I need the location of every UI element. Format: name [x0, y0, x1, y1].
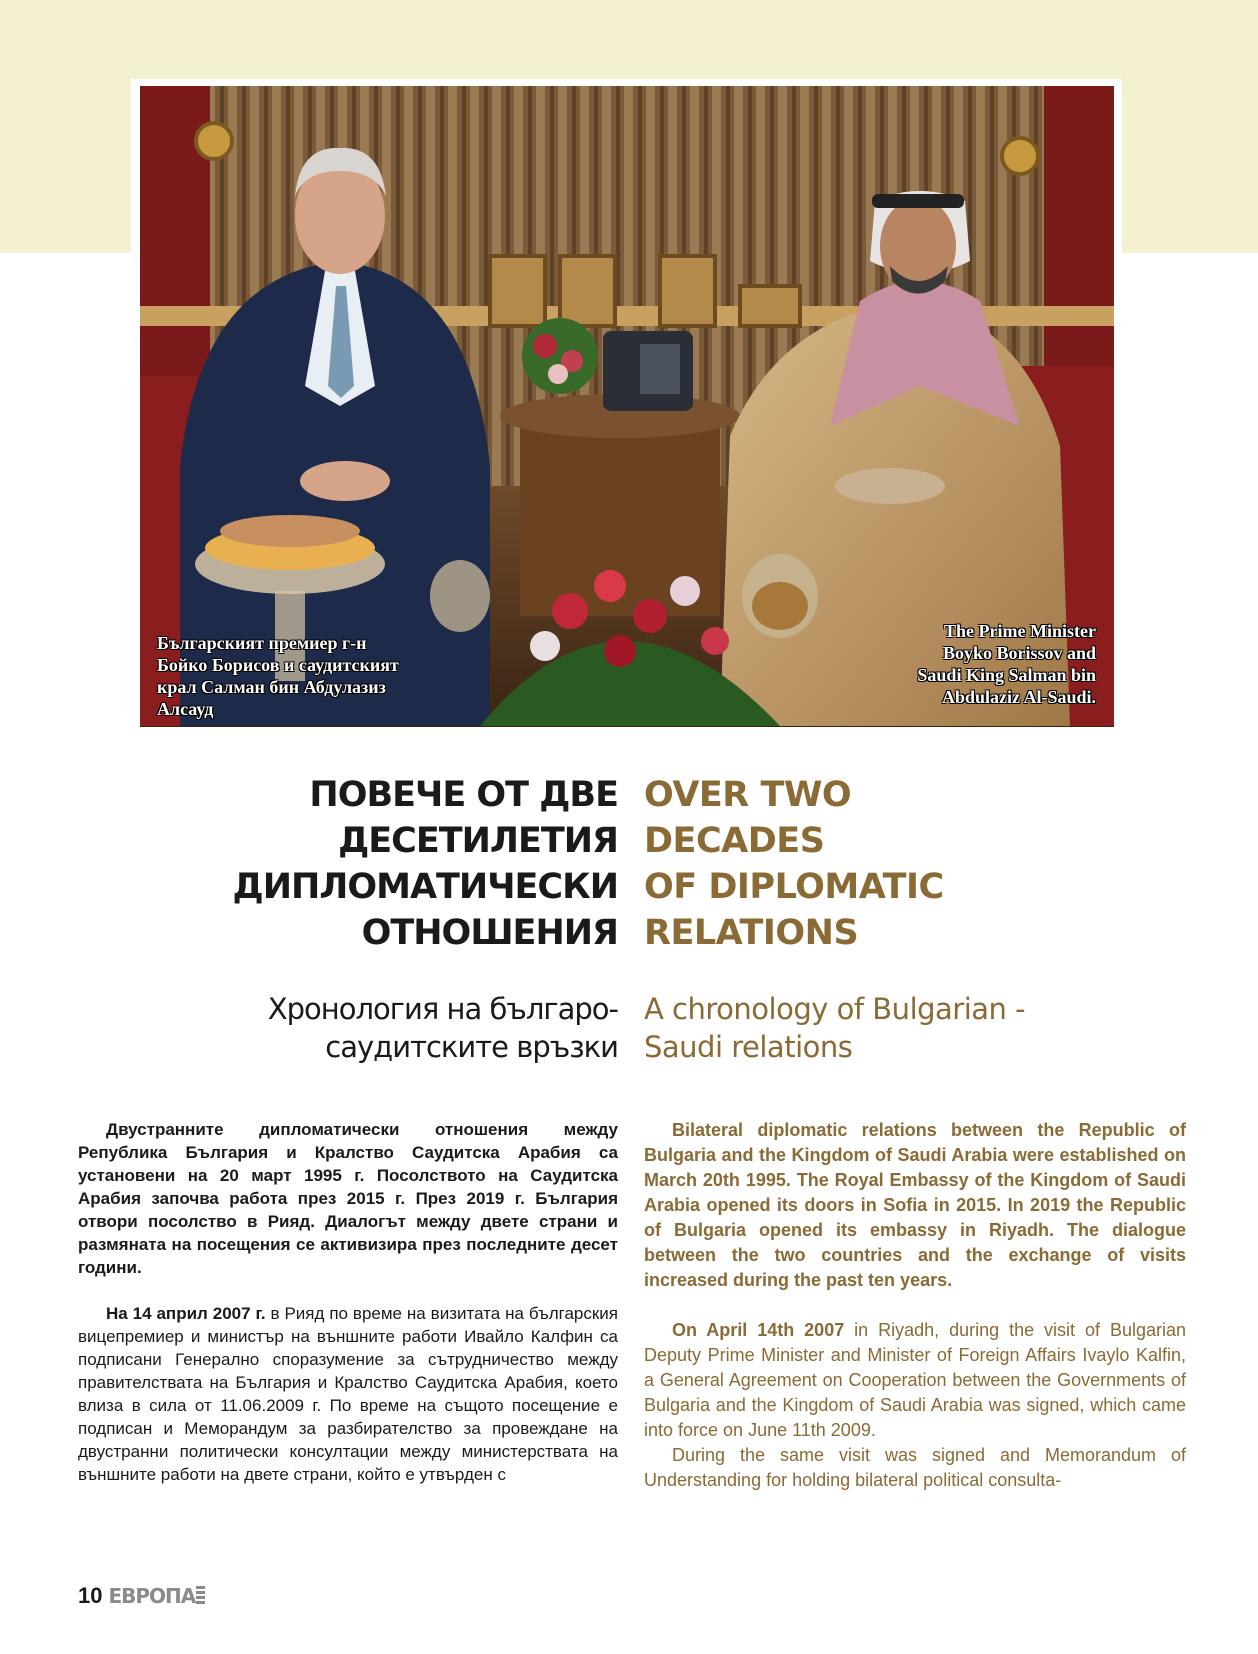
paragraph-text: в Рияд по време на визитата на българския вицепремиер и министър на външните работи Ивайло Калфин са подписани Генерално споразумение за сътрудничество между правителствата на България и Кралство Саудитска Арабия, което влиза в сила от 11.06.2009 г. По време на същото посещение е подписан и Меморандум за разбирателство за провеждане на двустранни политически консултации между министерствата на външните работи на двете страни, който е утвърден с: [78, 1304, 618, 1484]
title-line: OF DIPLOMATIC: [644, 867, 944, 907]
page-number: 10: [78, 1583, 103, 1608]
title-line: RELATIONS: [644, 913, 859, 953]
article-subtitle-english: [644, 990, 1144, 1066]
body-paragraph: During the same visit was signed and Memorandum of Understanding for holding bilateral political consulta-: [644, 1445, 1186, 1490]
date-lead: On April 14th 2007: [672, 1320, 845, 1340]
body-paragraph: [644, 1318, 1186, 1443]
article-subtitle-bulgarian: [230, 990, 618, 1066]
body-column-english: [644, 1118, 1186, 1493]
subtitle-line: Saudi relations: [644, 1030, 853, 1064]
article-title-bulgarian: [200, 772, 618, 956]
title-line: DECADES: [644, 821, 825, 861]
title-line: ДИПЛОМАТИЧЕСКИ: [232, 867, 618, 907]
subtitle-line: саудитските връзки: [325, 1030, 618, 1064]
body-paragraph: Двустранните дипломатически отношения между Република България и Кралство Саудитска Арабия са установени на 20 март 1995 г. Посолството на Саудитска Арабия започва работа през 2015 г. През 2019 г. България отвори посолство в Рияд. Диалогът между двете страни и размяната на посещения се активизира през последните десет години.: [78, 1120, 618, 1277]
logo-mark-icon: [196, 1586, 205, 1606]
body-column-bulgarian: [78, 1118, 618, 1486]
title-line: ПОВЕЧЕ ОТ ДВЕ: [309, 775, 618, 815]
body-paragraph: Bilateral diplomatic relations between the Republic of Bulgaria and the Kingdom of Saudi Arabia were established on March 20th 1995. The Royal Embassy of the Kingdom of Saudi Arabia opened its doors in Sofia in 2015. In 2019 the Republic of Bulgaria opened its embassy in Riyadh. The dialogue between the two countries and the exchange of visits increased during the past ten years.: [644, 1120, 1186, 1290]
photo-caption-english: The Prime Minister Boyko Borissov and Saudi King Salman bin Abdulaziz Al-Saudi.: [917, 621, 1096, 707]
photo-caption-bulgarian: Българският премиер г-н Бойко Борисов и саудитският крал Салман бин Абдулазиз Алсауд: [157, 633, 399, 719]
paragraph-text: in Riyadh, during the visit of Bulgarian Deputy Prime Minister and Minister of Foreign Affairs Ivaylo Kalfin, a General Agreement on Cooperation between the Governments of Bulgaria and the Kingdom of Saudi Arabia was signed, which came into force on June 11th 2009.: [644, 1320, 1186, 1440]
page-footer: [78, 1581, 205, 1611]
subtitle-line: A chronology of Bulgarian -: [644, 992, 1026, 1026]
article-title-english: [644, 772, 1124, 956]
subtitle-line: Хронология на българо-: [267, 992, 618, 1026]
title-line: ДЕСЕТИЛЕТИЯ: [338, 821, 618, 861]
date-lead: На 14 април 2007 г.: [106, 1304, 266, 1323]
title-line: OVER TWO: [644, 775, 852, 815]
magazine-logo: ЕВРОПА: [108, 1584, 196, 1608]
body-paragraph: [78, 1302, 618, 1486]
title-line: ОТНОШЕНИЯ: [361, 913, 618, 953]
